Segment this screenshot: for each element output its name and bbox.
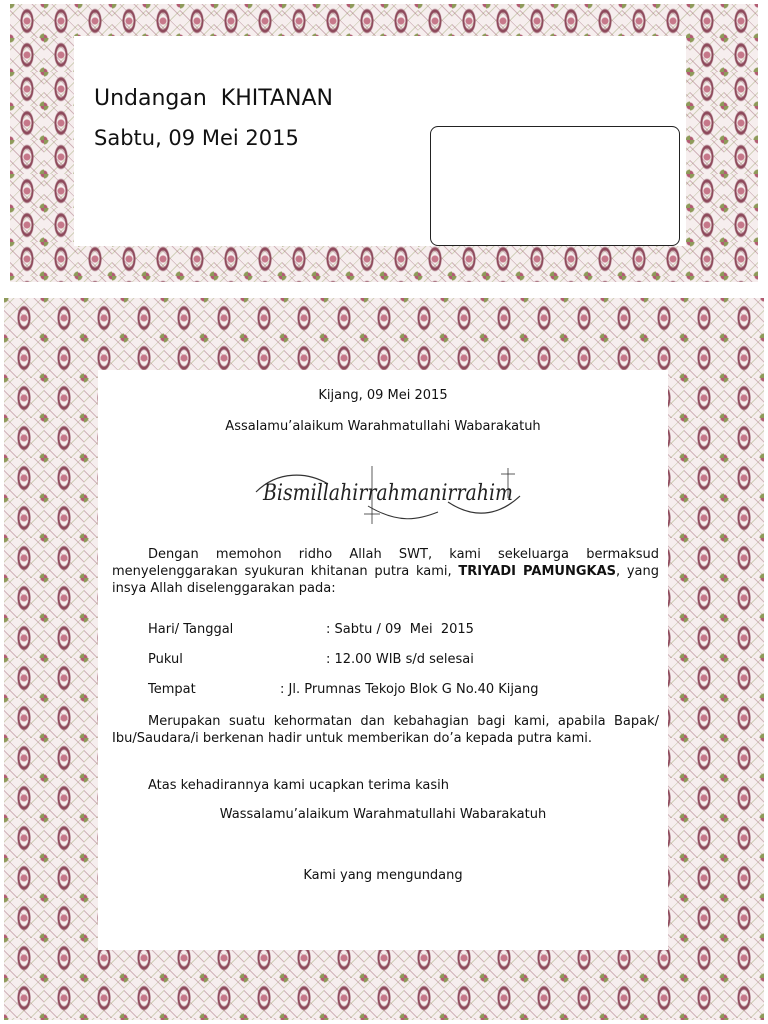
detail-label: Tempat: [148, 682, 196, 697]
intro-text-after: , yang insya Allah diselenggarakan pada:: [112, 564, 659, 596]
calligraphy-text: Bismillahirrahmanirrahim: [262, 481, 513, 506]
intro-paragraph: [112, 546, 659, 597]
intro-text-before: Dengan memohon ridho Allah SWT, kami sekeluarga bermaksud menyelenggarakan syukuran khitanan putra kami,: [112, 547, 659, 579]
place-date: Kijang, 09 Mei 2015: [318, 388, 448, 403]
detail-value: : Sabtu / 09 Mei 2015: [326, 622, 474, 637]
honor-paragraph: Merupakan suatu kehormatan dan kebahagian bagi kami, apabila Bapak/ Ibu/Saudara/i berkenan hadir untuk memberikan do’a kepada putra kami.: [112, 714, 659, 746]
bismillah-calligraphy: [248, 462, 528, 528]
child-name: TRIYADI PAMUNGKAS: [458, 564, 616, 579]
closing-greeting: Wassalamu’alaikum Warahmatullahi Wabarakatuh: [219, 807, 547, 822]
event-date-heading: Sabtu, 09 Mei 2015: [94, 126, 299, 150]
invitation-title: Undangan KHITANAN: [94, 86, 334, 111]
detail-value: : 12.00 WIB s/d selesai: [326, 652, 474, 667]
signature-line: Kami yang mengundang: [303, 868, 463, 883]
detail-label: Pukul: [148, 652, 183, 667]
recipient-address-box: [430, 126, 680, 246]
thanks-line: Atas kehadirannya kami ucapkan terima kasih: [148, 778, 449, 793]
detail-label: Hari/ Tanggal: [148, 622, 234, 637]
opening-greeting: Assalamu’alaikum Warahmatullahi Wabarakatuh: [225, 419, 541, 434]
detail-value: : Jl. Prumnas Tekojo Blok G No.40 Kijang: [280, 682, 539, 697]
